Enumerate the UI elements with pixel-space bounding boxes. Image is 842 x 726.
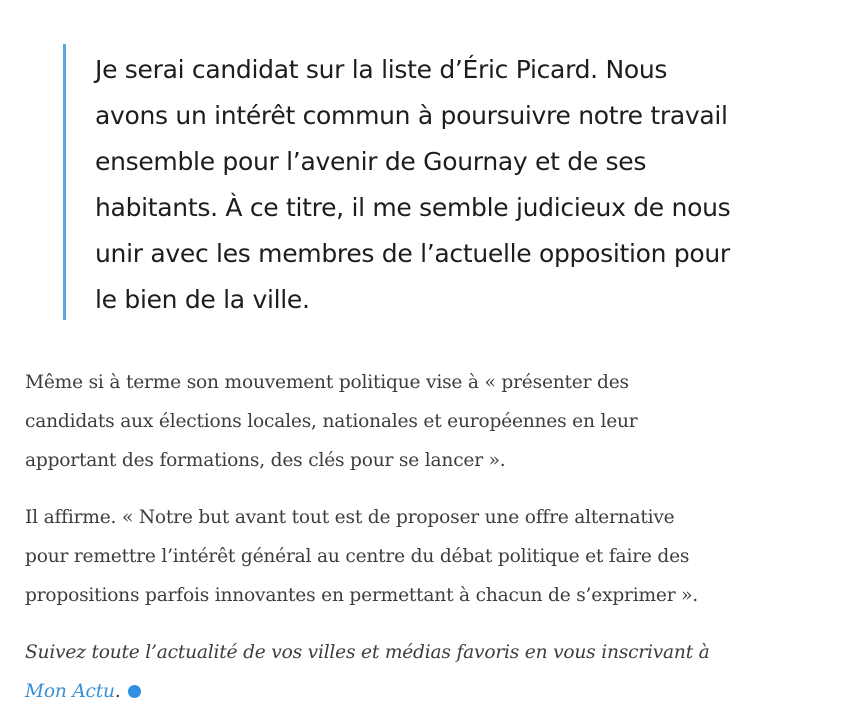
quote-text: Je serai candidat sur la liste d’Éric Picard. Nous avons un intérêt commun à poursuivre notre travail ensemble pour l’avenir de Gournay et de ses habitants. À ce titre, il me semble judicieux de nous unir avec les membres de l’actuelle opposition pour le bien de la ville. bbox=[95, 55, 731, 314]
subscribe-text: Suivez toute l’actualité de vos villes et médias favoris en vous inscrivant à bbox=[25, 642, 710, 663]
subscribe-period: . bbox=[114, 681, 121, 702]
paragraph-movement: Même si à terme son mouvement politique vise à « présenter des candidats aux élections locales, nationales et européennes en leur apportant des formations, des clés pour se lancer ». bbox=[25, 372, 638, 471]
pull-quote bbox=[63, 44, 813, 320]
paragraph-statement: Il affirme. « Notre but avant tout est de proposer une offre alternative pour remettre l’intérêt général au centre du débat politique et faire des propositions parfois innovantes en permettant à chacun de s’exprimer ». bbox=[25, 507, 699, 606]
subscribe-callout bbox=[25, 633, 825, 711]
blue-dot-icon bbox=[128, 685, 141, 698]
mon-actu-link[interactable]: Mon Actu bbox=[25, 681, 115, 702]
